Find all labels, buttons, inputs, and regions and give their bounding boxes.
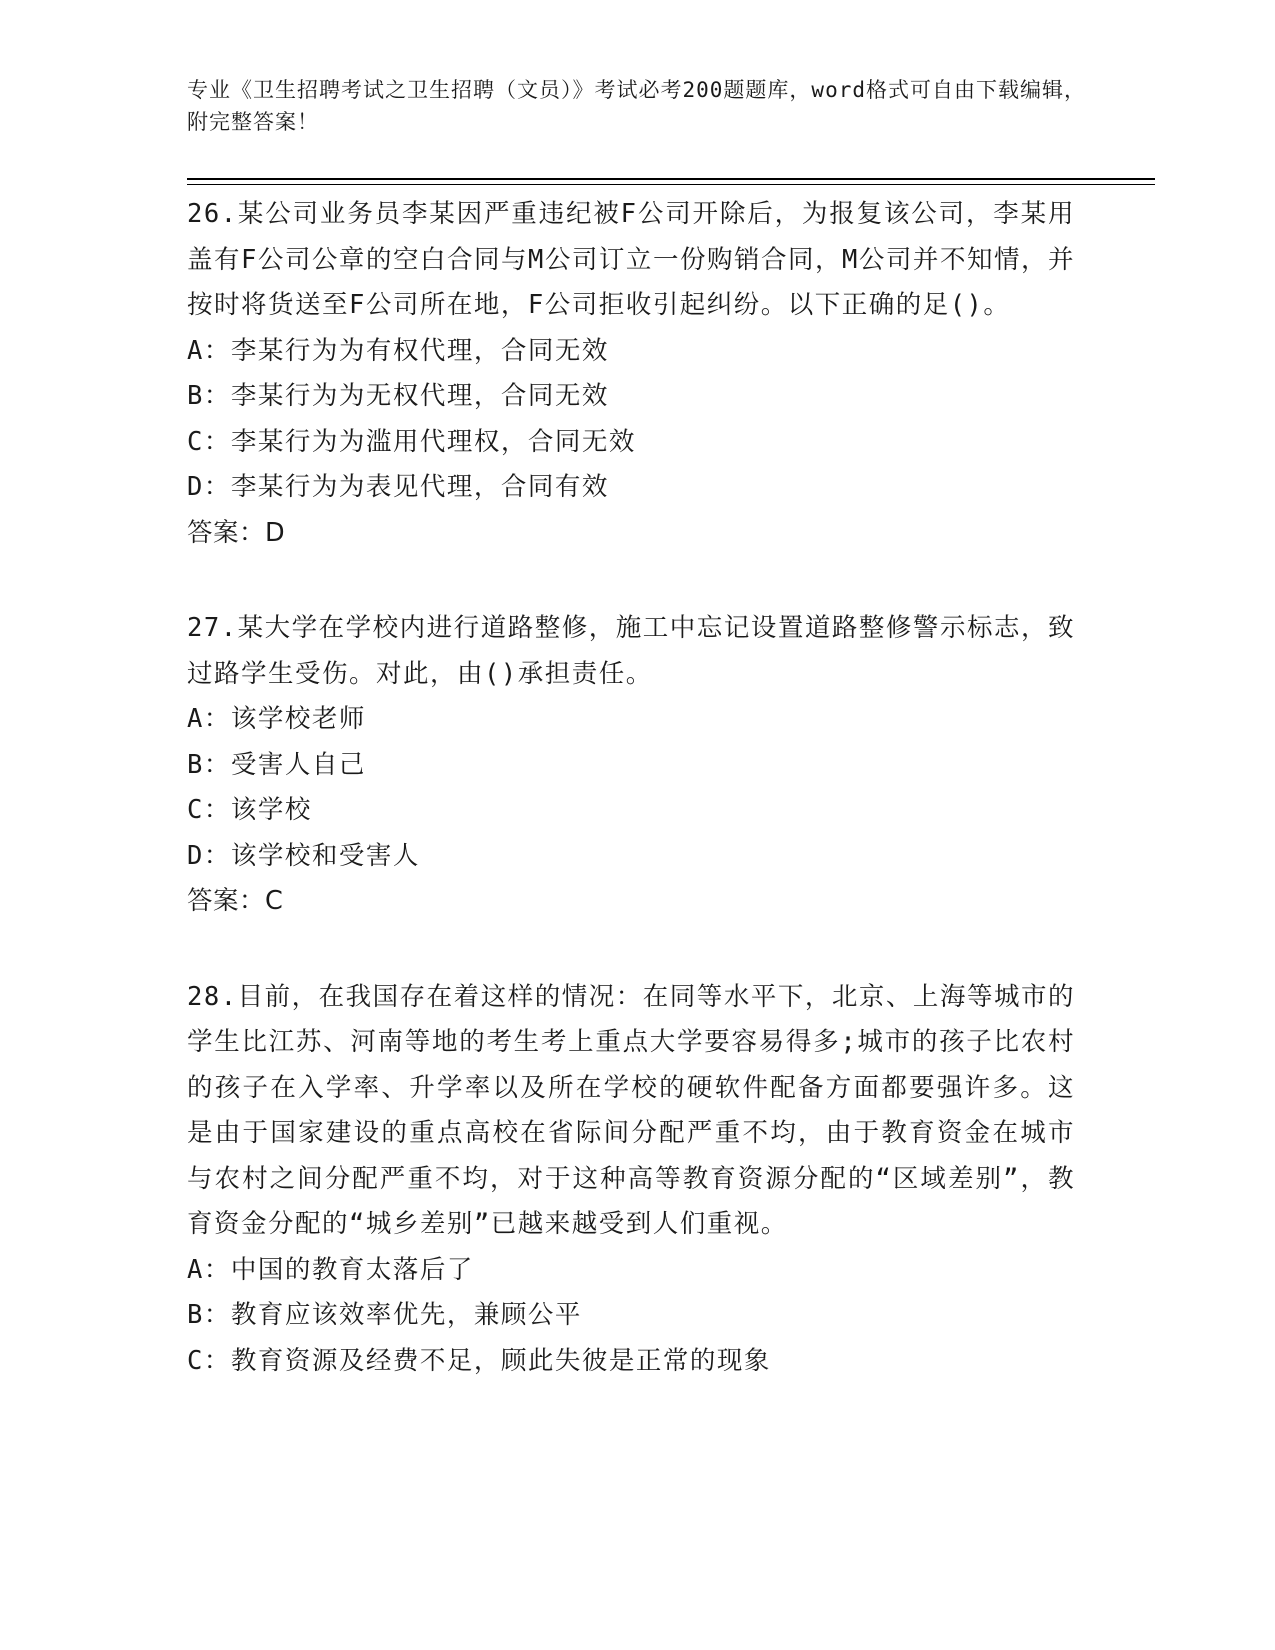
question-text: 28.目前，在我国存在着这样的情况：在同等水平下，北京、上海等城市的学生比江苏、河南等地的考生考上重点大学要容易得多;城市的孩子比农村的孩子在入学率、升学率以及所在学校的硬软件配备方面都要强许多。这是由于国家建设的重点高校在省际间分配严重不均，由于教育资金在城市与农村之间分配严重不均，对于这种高等教育资源分配的“区域差别”，教育资金分配的“城乡差别”已越来越受到人们重视。 [187, 981, 1075, 1239]
option-b: B：李某行为为无权代理，合同无效 [187, 381, 609, 411]
option-d: D：该学校和受害人 [187, 840, 420, 871]
option-a: A：该学校老师 [187, 704, 366, 734]
option-a: A：李某行为为有权代理，合同无效 [187, 335, 609, 366]
answer-line: 答案：D [187, 517, 286, 548]
header-divider-thin [187, 184, 1155, 185]
option-b: B：受害人自己 [187, 749, 366, 780]
option-c: C：李某行为为滥用代理权，合同无效 [187, 426, 636, 457]
option-b: B：教育应该效率优先，兼顾公平 [187, 1300, 582, 1330]
option-a: A：中国的教育太落后了 [187, 1254, 474, 1285]
answer-line: 答案：C [187, 886, 284, 916]
page-header: 专业《卫生招聘考试之卫生招聘（文员）》考试必考200题题库，word格式可自由下载编辑，附完整答案！ [187, 78, 1086, 134]
question-text: 27.某大学在学校内进行道路整修，施工中忘记设置道路整修警示标志，致过路学生受伤。对此，由()承担责任。 [187, 613, 1075, 689]
header-divider-thick [187, 178, 1155, 180]
option-d: D：李某行为为表见代理，合同有效 [187, 472, 609, 502]
question-list [187, 192, 1087, 1434]
option-c: C：该学校 [187, 795, 312, 825]
question-27 [187, 606, 1087, 925]
question-26 [187, 192, 1087, 556]
question-text: 26.某公司业务员李某因严重违纪被F公司开除后，为报复该公司，李某用盖有F公司公章的空白合同与M公司订立一份购销合同，M公司并不知情，并按时将货送至F公司所在地，F公司拒收引起纠纷。以下正确的足()。 [187, 199, 1075, 320]
option-c: C：教育资源及经费不足，顾此失彼是正常的现象 [187, 1345, 771, 1376]
question-28 [187, 975, 1087, 1385]
